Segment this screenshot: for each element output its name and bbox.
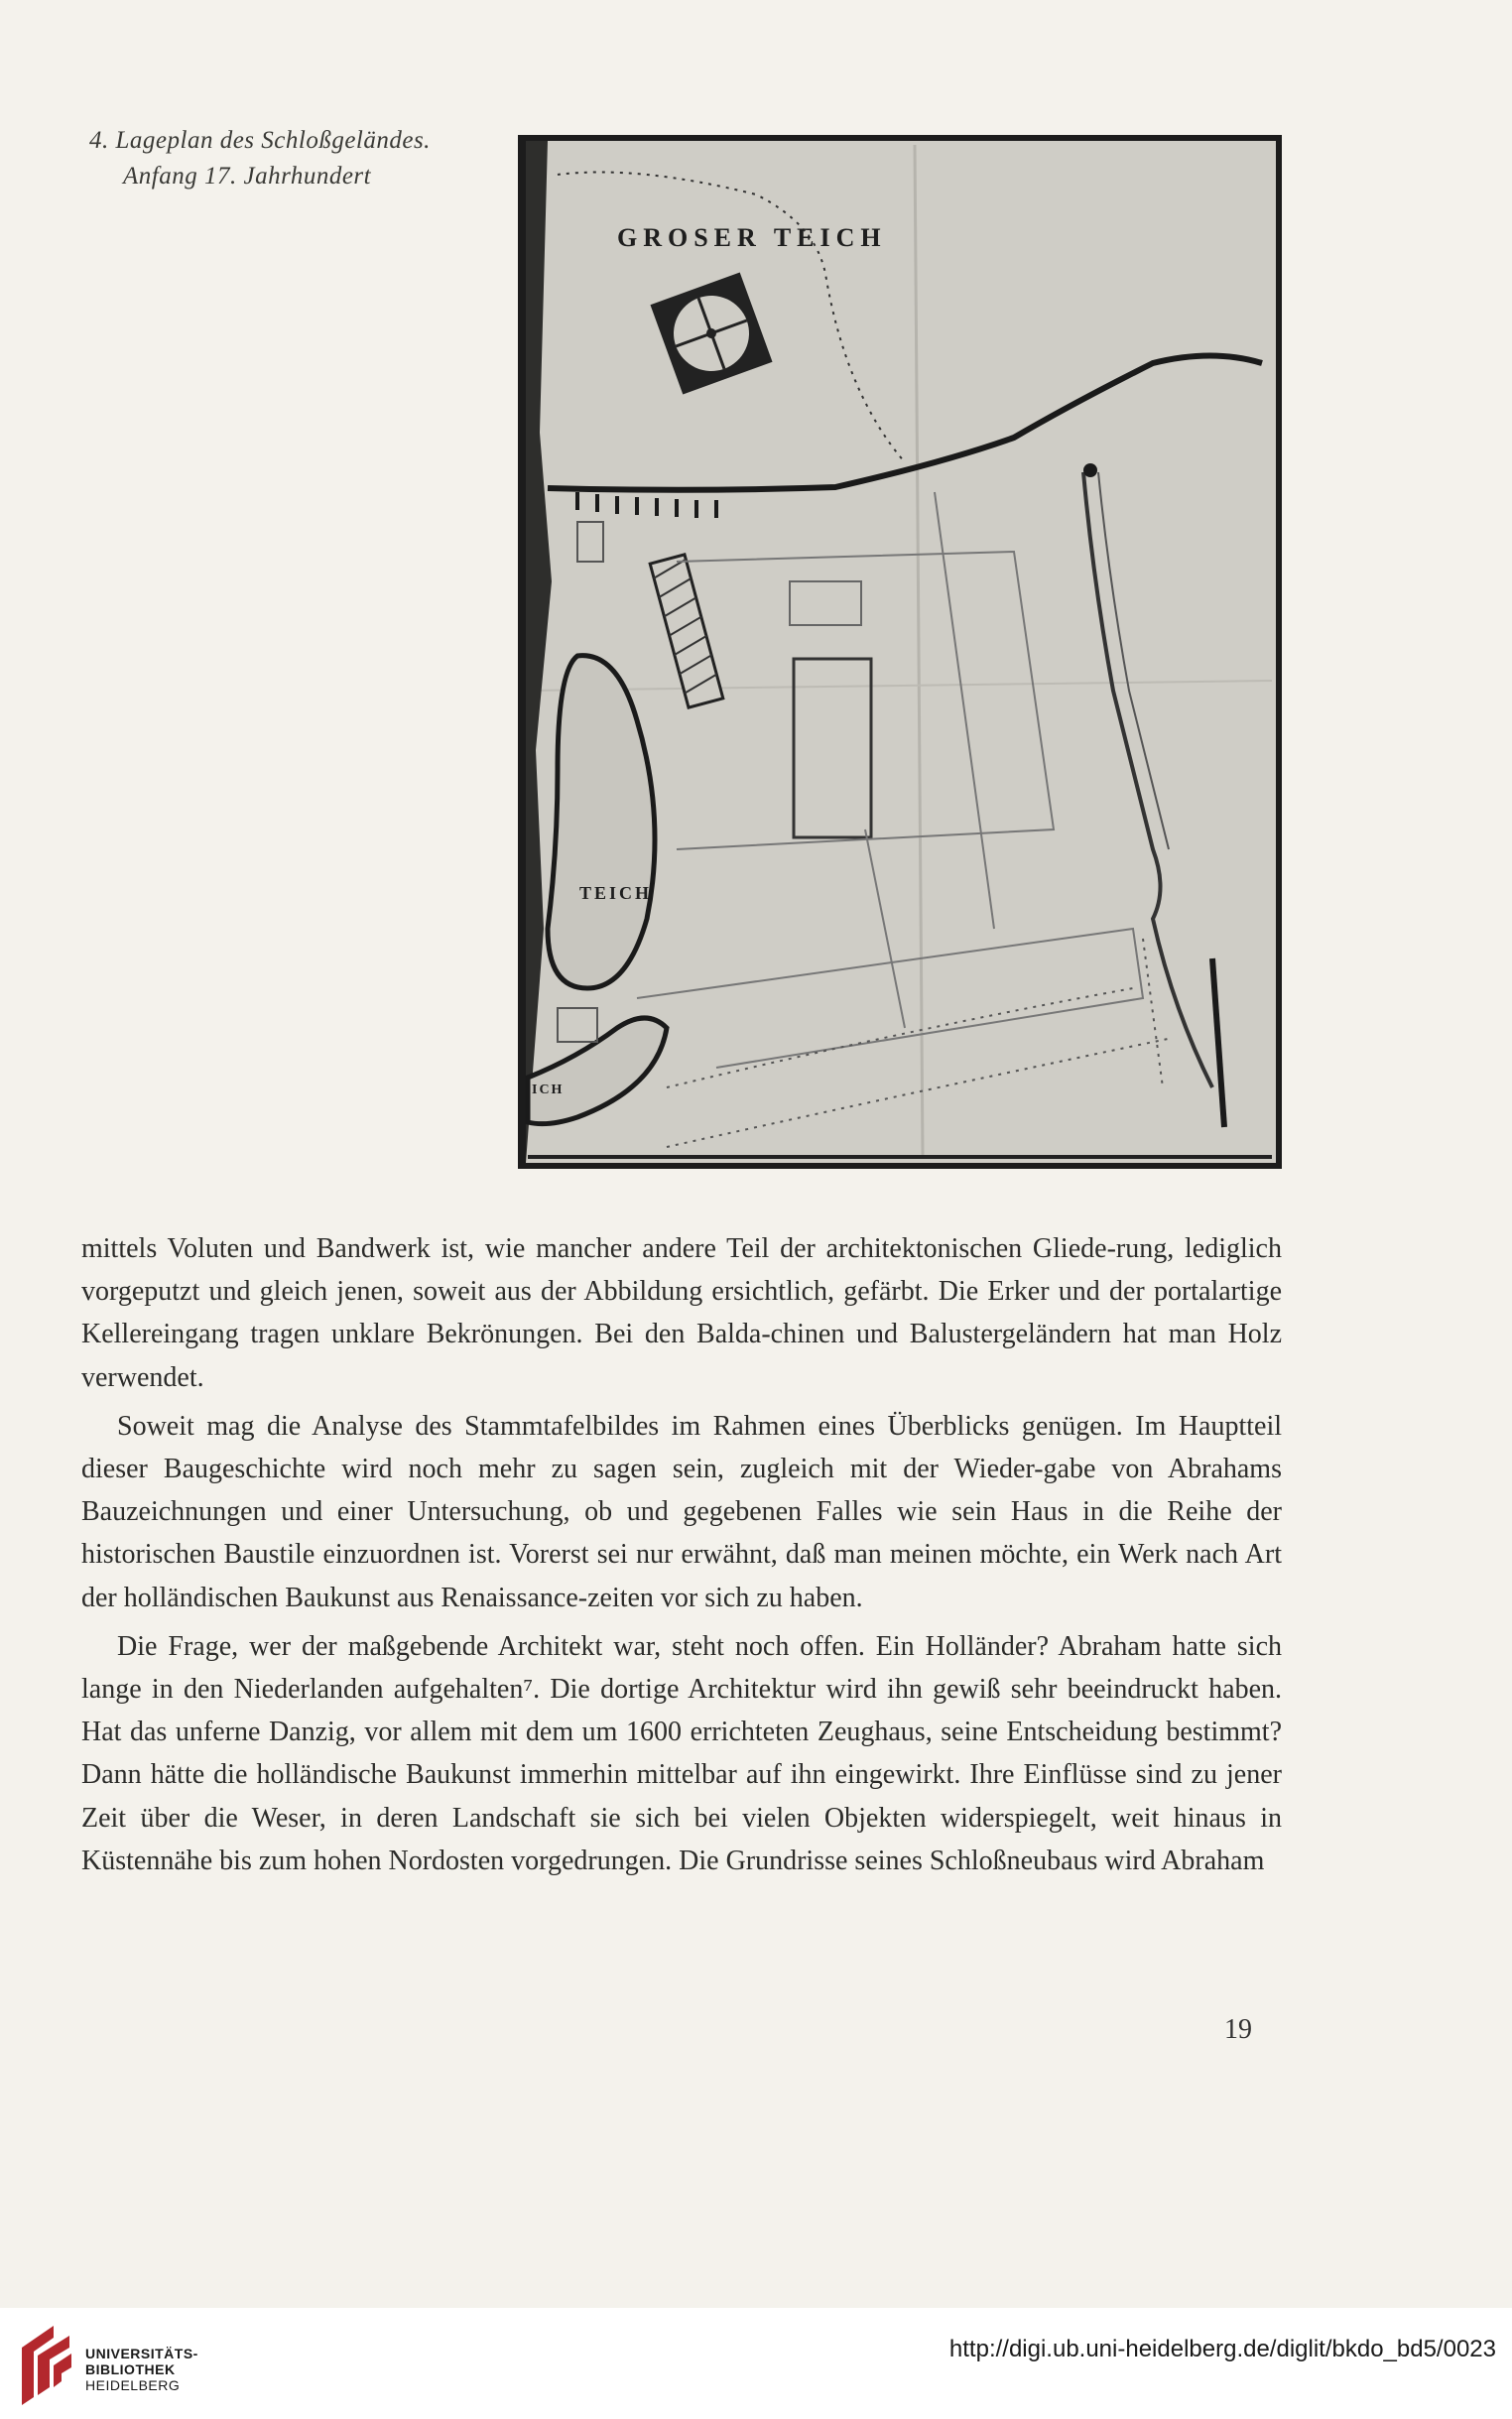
body-text	[81, 1227, 1282, 1888]
university-library-logo-icon	[14, 2318, 79, 2407]
figure-caption	[89, 123, 431, 194]
caption-line-2: Anfang 17. Jahrhundert	[123, 163, 372, 190]
digitization-footer	[0, 2308, 1512, 2419]
site-plan-figure	[518, 135, 1282, 1169]
source-url-link[interactable]: http://digi.ub.uni-heidelberg.de/diglit/bkdo_bd5/0023	[948, 2336, 1496, 2362]
library-name-line-3: HEIDELBERG	[85, 2377, 181, 2393]
paragraph-2: Soweit mag die Analyse des Stammtafelbildes im Rahmen eines Überblicks genügen. Im Hauptteil dieser Baugeschichte wird noch mehr zu sagen sein, zugleich mit der Wieder-gabe von Abrahams Bauzeichnungen und einer Untersuchung, ob und gegebenen Falles wie sein Haus in die Reihe der historischen Baustile einzuordnen ist. Vorerst sei nur erwähnt, daß man meinen möchte, ein Werk nach Art der holländischen Baukunst aus Renaissance-zeiten vor sich zu haben.	[81, 1410, 1282, 1613]
library-name-line-2: BIBLIOTHEK	[85, 2361, 176, 2377]
label-teich-fragment: ICH	[532, 1082, 565, 1097]
paragraph-3: Die Frage, wer der maßgebende Architekt war, steht noch offen. Ein Holländer? Abraham hatte sich lange in den Niederlanden aufgehalten⁷. Die dortige Architektur wird ihn gewiß sehr beeindruckt haben. Hat das unferne Danzig, vor allem mit dem um 1600 errichteten Zeughaus, seine Entscheidung bestimmt? Dann hätte die holländische Baukunst immerhin mittelbar auf ihn eingewirkt. Ihre Einflüsse sind zu jener Zeit über die Weser, in deren Landschaft sie sich bei vielen Objekten widerspiegelt, weit hinaus in Küstennähe bis zum hohen Nordosten vorgedrungen. Die Grundrisse seines Schloßneubaus wird Abraham	[81, 1630, 1282, 1876]
label-grosser-teich: GROSER TEICH	[617, 223, 887, 252]
page-number: 19	[1224, 2014, 1252, 2045]
library-name	[85, 2346, 198, 2393]
site-plan-drawing	[518, 135, 1282, 1169]
library-name-line-1: UNIVERSITÄTS-	[85, 2346, 198, 2361]
caption-line-1: 4. Lageplan des Schloßgeländes.	[89, 127, 431, 154]
label-teich: TEICH	[579, 883, 653, 903]
paragraph-1: mittels Voluten und Bandwerk ist, wie mancher andere Teil der architektonischen Gliede-rung, lediglich vorgeputzt und gleich jenen, soweit aus der Abbildung ersichtlich, gefärbt. Die Erker und der portalartige Kellereingang tragen unklare Bekrönungen. Bei den Balda-chinen und Balustergeländern hat man Holz verwendet.	[81, 1233, 1282, 1393]
